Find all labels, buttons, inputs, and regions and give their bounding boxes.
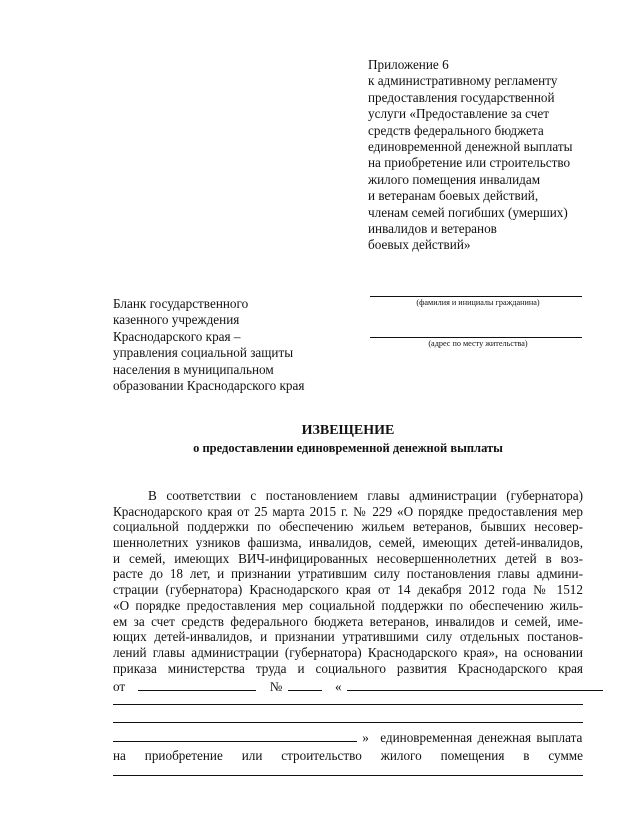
payment-row xyxy=(113,729,583,745)
body-line: ющих детей-инвалидов, и признании утратившими силу отдельных постанов- xyxy=(113,629,583,645)
order-title-field-continued[interactable] xyxy=(113,722,583,723)
body-line: шеннолетних узников фашизма, инвалидов, семей, имеющих детей-инвалидов, xyxy=(113,535,583,551)
blank-line: образовании Краснодарского края xyxy=(113,378,305,394)
order-date-field[interactable] xyxy=(138,678,256,691)
blank-line: казенного учреждения xyxy=(113,312,240,328)
appendix-line: Приложение 6 xyxy=(368,57,449,72)
appendix-line: предоставления государственной xyxy=(368,89,555,105)
order-title-field-continued[interactable] xyxy=(113,704,583,705)
amount-row-word: на xyxy=(113,748,126,763)
address-field-line[interactable] xyxy=(370,331,582,338)
appendix-line: членам семей погибших (умерших) xyxy=(368,204,568,220)
notice-body xyxy=(113,488,583,676)
name-field-line[interactable] xyxy=(370,290,582,297)
amount-row-word: или xyxy=(241,748,263,763)
body-line: лений главы администрации (губернатора) Краснодарского края», на основании xyxy=(113,644,583,660)
order-number-field[interactable] xyxy=(288,678,322,691)
institution-blank xyxy=(113,296,343,394)
appendix-line: к административному регламенту xyxy=(368,73,558,89)
appendix-line: средств федерального бюджета xyxy=(368,122,544,138)
number-label: № xyxy=(269,679,283,694)
appendix-line: услуги «Предоставление за счет xyxy=(368,106,549,122)
blank-line: Краснодарского края – xyxy=(113,328,241,344)
amount-row-word: приобретение xyxy=(144,748,223,763)
amount-field-line[interactable] xyxy=(113,775,583,776)
blank-line: Бланк государственного xyxy=(113,296,249,311)
appendix-line: и ветеранам боевых действий, xyxy=(368,188,539,204)
quote-close: » xyxy=(362,730,369,745)
name-field-caption: (фамилия и инициалы гражданина) xyxy=(416,298,540,307)
blank-line: управления социальной защиты xyxy=(113,345,294,361)
from-label: от xyxy=(113,679,126,694)
address-field-caption: (адрес по месту жительства) xyxy=(428,339,528,348)
appendix-line: жилого помещения инвалидам xyxy=(368,171,541,187)
amount-row-word: строительство xyxy=(281,748,362,763)
amount-row-word: в xyxy=(523,748,530,763)
appendix-line: на приобретение или строительство xyxy=(368,155,571,171)
quote-open: « xyxy=(334,679,342,694)
blank-line: населения в муниципальном xyxy=(113,361,274,377)
notice-subtitle: о предоставлении единовременной денежной выплаты xyxy=(193,441,503,455)
body-line: расте до 18 лет, и признании утратившим силу постановления главы админи- xyxy=(113,566,583,582)
amount-row-word: помещения xyxy=(440,748,505,763)
amount-row-word: сумме xyxy=(548,748,583,763)
amount-row xyxy=(113,748,583,764)
body-line: «О порядке предоставления мер социальной поддержки по обеспечению жиль- xyxy=(113,597,583,613)
appendix-line: единовременной денежной выплаты xyxy=(368,139,573,155)
body-line: Краснодарского края от 25 марта 2015 г. № 229 «О порядке предоставления мер xyxy=(113,503,583,519)
payment-text: единовременная денежная выплата xyxy=(380,730,583,745)
appendix-header xyxy=(368,57,608,254)
order-title-field-end[interactable] xyxy=(113,729,357,742)
body-line: страции (губернатора) Краснодарского края от 14 декабря 2012 года № 1512 xyxy=(113,582,583,598)
order-details-row xyxy=(113,678,583,694)
appendix-line: боевых действий» xyxy=(368,237,471,253)
amount-row-word: жилого xyxy=(380,748,422,763)
body-line: В соответствии с постановлением главы администрации (губернатора) xyxy=(148,488,583,503)
notice-title: ИЗВЕЩЕНИЕ xyxy=(301,423,395,438)
body-line: приказа министерства труда и социального развития Краснодарского края xyxy=(113,660,583,676)
order-title-field[interactable] xyxy=(347,678,603,691)
body-line: социальной поддержки по обеспечению жильем ветеранов, бывших несовер- xyxy=(113,519,583,535)
body-line: ем за счет средств федерального бюджета ветеранов, инвалидов и семей, име- xyxy=(113,613,583,629)
appendix-line: инвалидов и ветеранов xyxy=(368,221,497,237)
recipient-block xyxy=(370,290,582,350)
body-line: и семей, имеющих ВИЧ-инфицированных несовершеннолетних детей в воз- xyxy=(113,550,583,566)
